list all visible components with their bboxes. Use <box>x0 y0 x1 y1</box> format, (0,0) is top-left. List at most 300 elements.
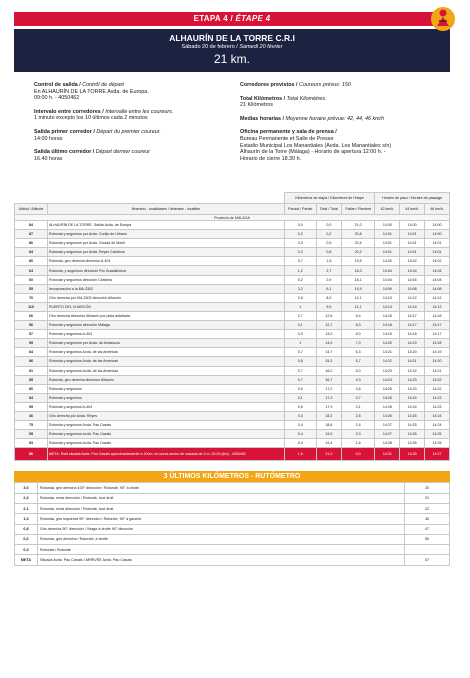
table-cell: 84 <box>15 248 48 257</box>
info-label-es: Salida último corredor / <box>34 149 96 156</box>
table-cell: 12,7 <box>316 321 341 330</box>
last-km-description: Giro derecha 90° dirección / Virage à droite 90° dirección <box>38 524 405 534</box>
table-cell: 0,3 <box>284 330 316 339</box>
table-cell: 19,4 <box>316 439 341 448</box>
table-cell: 0,3 <box>284 248 316 257</box>
table-row <box>15 421 450 430</box>
table-row <box>15 439 450 448</box>
info-label-es: Oficina permanente y sala de prensa / <box>240 129 337 136</box>
table-cell: 14:02 <box>400 257 425 266</box>
table-cell: 57 <box>15 330 48 339</box>
table-cell: 2,7 <box>316 266 341 275</box>
table-row <box>15 375 450 384</box>
table-cell: 14:22 <box>375 357 400 366</box>
table-cell: 3,7 <box>341 393 375 402</box>
table-cell: Giro derecha por MA-3302 dirección Alhaurín <box>48 293 285 302</box>
table-cell: 14:25 <box>375 384 400 393</box>
table-cell: 110 <box>15 302 48 311</box>
info-label-fr: Départ du premier coureur. <box>96 128 161 135</box>
table-cell: 59 <box>15 339 48 348</box>
col-itinerary: Itinerario - localidades / Itinéraire - localités <box>48 204 285 215</box>
col-speed-44: 44 km/h. <box>400 204 425 215</box>
last-km-distance: 0,8 <box>15 524 38 534</box>
table-cell: 14:17 <box>425 330 450 339</box>
table-cell: 18,1 <box>341 275 375 284</box>
table-spacer <box>15 193 285 204</box>
last-km-description: Rotonda, giro derecha 100° dirección / Rotonde, 90° à droite <box>38 483 405 493</box>
last-km-distance: 1,3 <box>15 514 38 524</box>
table-cell: Rotonda y seguimos dirección Cártama <box>48 275 285 284</box>
table-row <box>15 348 450 357</box>
table-cell: 0,1 <box>284 321 316 330</box>
table-cell: 14:26 <box>375 402 400 411</box>
info-label-fr: Coureurs prévus <box>299 82 339 88</box>
last-km-row <box>15 493 450 503</box>
table-cell: 2,0 <box>341 430 375 439</box>
info-label <box>34 109 240 116</box>
table-cell: Rotonda y seguimos por Avda. de Andalucía <box>48 339 285 348</box>
table-cell: 14:21 <box>425 366 450 375</box>
table-cell: 14:24 <box>425 421 450 430</box>
table-cell: Rotonda y seguimos A-404 <box>48 330 285 339</box>
table-cell: 46 <box>15 411 48 420</box>
table-cell: Rotonda y seguimos Avda. de las Américas <box>48 366 285 375</box>
stage-bar: ETAPA 4 / ÉTAPE 4 <box>14 12 450 26</box>
table-cell: 14:00 <box>375 221 400 230</box>
table-cell: 0,4 <box>284 439 316 448</box>
last-km-description: Rotonda, giro derecha / Rotonde, à droite <box>38 534 405 544</box>
table-cell: 14:26 <box>375 411 400 420</box>
table-cell: 12,6 <box>316 311 341 320</box>
table-cell: 0,0 <box>284 221 316 230</box>
last-km-value: 47 <box>405 524 450 534</box>
last-km-value: 50 <box>405 534 450 544</box>
table-cell: 14:18 <box>375 311 400 320</box>
table-cell: ALHAURÍN DE LA TORRE. Salida Avda. de Europa <box>48 221 285 230</box>
table-cell: 0,6 <box>284 402 316 411</box>
table-cell: 0,3 <box>284 239 316 248</box>
col-parcial: Parcial / Partiel <box>284 204 316 215</box>
table-cell: 14:01 <box>375 230 400 239</box>
table-cell: 91 <box>15 366 48 375</box>
info-label-es: Total Kilómetros / <box>240 95 287 102</box>
info-label-fr: Moyenne horaire prévue <box>285 115 344 122</box>
table-cell: 14:08 <box>400 284 425 293</box>
last-km-distance: 2,3 <box>15 493 38 503</box>
info-label <box>34 129 240 136</box>
info-block <box>240 116 446 123</box>
table-cell: 2,4 <box>341 421 375 430</box>
table-cell: 14:23 <box>400 384 425 393</box>
table-cell: 14:17 <box>425 321 450 330</box>
last-km-description: Rotonda, recta dirección / Rotonde, tout droit <box>38 493 405 503</box>
table-cell: 14:20 <box>400 348 425 357</box>
table-cell: 14:01 <box>425 248 450 257</box>
table-cell: Rotonda y seguimos A-404 <box>48 402 285 411</box>
info-block <box>240 82 446 89</box>
cyclist-logo-icon <box>430 6 456 32</box>
table-cell: 0,6 <box>284 357 316 366</box>
table-row <box>15 230 450 239</box>
table-cell: 14:14 <box>375 302 400 311</box>
table-cell: 5,0 <box>341 366 375 375</box>
info-left <box>34 82 240 192</box>
info-label-fr: Intervalle entre les coureurs. <box>105 108 174 115</box>
info-line: Estadio Municipal Los Manantiales (Avda. Los Manantiales s/n) <box>240 142 392 149</box>
table-cell: 0,3 <box>284 411 316 420</box>
table-cell: 18,2 <box>316 411 341 420</box>
col-speed-46: 46 km/h. <box>425 204 450 215</box>
table-row <box>15 402 450 411</box>
table-cell: 12,1 <box>341 293 375 302</box>
table-cell: 14:22 <box>425 375 450 384</box>
table-cell: 9,9 <box>316 302 341 311</box>
table-cell: Rotonda y seguimos Avda. de las Américas <box>48 357 285 366</box>
col-speed-42: 42 km/h. <box>375 204 400 215</box>
table-cell: 2,8 <box>284 293 316 302</box>
last-km-row <box>15 524 450 534</box>
table-cell: 14:27 <box>375 421 400 430</box>
info-block <box>34 82 240 102</box>
last-km-distance: META <box>15 555 38 565</box>
table-cell: 80 <box>15 257 48 266</box>
table-cell: 60 <box>15 275 48 284</box>
info-value: : 42, 44, 46 km/h <box>343 115 385 122</box>
table-row <box>15 357 450 366</box>
table-cell: 14:23 <box>400 375 425 384</box>
table-cell: 14:00 <box>400 221 425 230</box>
last-km-distance: 3,0 <box>15 483 38 493</box>
table-cell: 16,7 <box>316 375 341 384</box>
table-cell: 14:22 <box>400 366 425 375</box>
table-cell: 14:26 <box>400 439 425 448</box>
table-cell: 20,8 <box>341 230 375 239</box>
table-row <box>15 221 450 230</box>
table-row <box>15 311 450 320</box>
table-cell: 14:28 <box>375 439 400 448</box>
info-label-fr: Départ dernier coureur <box>95 149 150 156</box>
table-cell: 1,6 <box>284 448 316 461</box>
table-group-time: Horario de paso / Horaire de passage <box>375 193 450 204</box>
table-row <box>15 248 450 257</box>
info-label-es: Corredores previstos / <box>240 82 300 88</box>
table-cell: 15,3 <box>316 357 341 366</box>
table-cell: 20,2 <box>341 248 375 257</box>
table-cell: 1 <box>284 302 316 311</box>
info-line: Alhaurín de la Torre (Málaga) - Horario de apertura 12:00 h. - <box>240 149 386 156</box>
last-km-row <box>15 483 450 493</box>
table-cell: 14:02 <box>425 257 450 266</box>
info-block <box>34 149 240 162</box>
table-cell: 14:24 <box>425 411 450 420</box>
table-cell: 66 <box>15 311 48 320</box>
table-row <box>15 275 450 284</box>
last-km-section <box>14 471 450 565</box>
table-cell: 14:18 <box>375 321 400 330</box>
table-cell: 6,1 <box>316 284 341 293</box>
last-km-description: Rotonda, giro izquierda 90° dirección / Rotonde, 90° à gauche <box>38 514 405 524</box>
table-cell: 14:21 <box>375 348 400 357</box>
table-row <box>15 430 450 439</box>
table-cell: 14:23 <box>425 402 450 411</box>
info-block <box>34 109 240 122</box>
table-row <box>15 239 450 248</box>
table-cell: 56 <box>15 321 48 330</box>
table-cell: 14:25 <box>425 439 450 448</box>
table-cell: 14:19 <box>425 348 450 357</box>
table-cell: 14:25 <box>400 411 425 420</box>
last-km-distance: 2,1 <box>15 503 38 513</box>
table-cell: 17,9 <box>316 402 341 411</box>
table-cell: 11,1 <box>341 302 375 311</box>
table-row <box>15 330 450 339</box>
table-cell: 0,5 <box>284 384 316 393</box>
last-km-value: 57 <box>405 555 450 565</box>
table-cell: Rotonda y seguimos Avda. de las Américas <box>48 348 285 357</box>
stage-title: ALHAURÍN DE LA TORRE C.R.I <box>169 33 295 43</box>
last-km-value: 21 <box>405 493 450 503</box>
table-cell: 14:04 <box>400 266 425 275</box>
info-label-fr: Total Kilomètres. <box>286 95 327 102</box>
table-cell: Rotonda y seguimos Avda. Pau Casals <box>48 421 285 430</box>
table-cell: 64 <box>15 266 48 275</box>
table-cell: 14:09 <box>375 284 400 293</box>
table-cell: 0,0 <box>316 221 341 230</box>
table-cell: 1,2 <box>284 266 316 275</box>
table-cell: 14:23 <box>425 393 450 402</box>
table-cell: 14:01 <box>375 248 400 257</box>
info-label-es: Medias horarias / <box>240 115 286 122</box>
table-cell: 3,1 <box>341 402 375 411</box>
table-cell: 8,3 <box>341 321 375 330</box>
last-km-row <box>15 503 450 513</box>
table-cell: 14,7 <box>316 348 341 357</box>
table-cell: 13,0 <box>316 330 341 339</box>
table-cell: 14:19 <box>400 339 425 348</box>
table-cell: 8,4 <box>341 311 375 320</box>
info-label <box>34 82 240 89</box>
table-cell: 14:24 <box>400 402 425 411</box>
table-cell: Rotonda y seguimos por Avda. Cortijo de Urbano <box>48 230 285 239</box>
info-line: Horario de cierre 18.30 h. <box>240 155 302 162</box>
last-km-row <box>15 545 450 555</box>
table-cell: 21,0 <box>341 221 375 230</box>
table-cell: Rotonda, y seguimos dirección Río Guadalhorce <box>48 266 285 275</box>
table-cell: 21,0 <box>316 448 341 461</box>
table-cell: 14:25 <box>400 421 425 430</box>
table-cell: PUERTO DEL CHARCÓN <box>48 302 285 311</box>
table-row <box>15 257 450 266</box>
table-cell: 16,0 <box>316 366 341 375</box>
col-altitude: Altitud / Altitude <box>15 204 48 215</box>
col-total: Total / Total <box>316 204 341 215</box>
last-km-value: 20 <box>405 483 450 493</box>
table-cell: 14,0 <box>316 339 341 348</box>
table-cell: Rotonda y seguimos <box>48 393 285 402</box>
table-cell: Rotonda y seguimos Avda. Pau Casals <box>48 430 285 439</box>
table-cell: 17,2 <box>316 384 341 393</box>
info-label-es: Salida primer corredor / <box>34 128 97 135</box>
table-cell: 14:24 <box>400 393 425 402</box>
table-cell: 14:01 <box>400 239 425 248</box>
last-km-description: Rotonda / Rotonde <box>38 545 405 555</box>
table-cell: 1 <box>284 339 316 348</box>
table-cell: 4,3 <box>341 375 375 384</box>
info-label-fr: Contrôl de départ <box>82 82 124 88</box>
province-row: Provincia de MÁLAGA <box>15 215 450 221</box>
table-cell: 14:19 <box>375 330 400 339</box>
table-cell: 17,3 <box>316 393 341 402</box>
table-cell: 20,5 <box>341 239 375 248</box>
table-cell: 95 <box>15 430 48 439</box>
table-row <box>15 293 450 302</box>
info-label <box>240 96 446 103</box>
table-cell: 19,0 <box>316 430 341 439</box>
info-line: 1 minuto excepto los 10 últimos cada 2 minutos <box>34 115 148 122</box>
table-cell: 84 <box>15 221 48 230</box>
table-cell: 86 <box>15 448 48 461</box>
table-cell: 18,6 <box>316 421 341 430</box>
last-km-row <box>15 534 450 544</box>
stage-header <box>14 29 450 72</box>
table-cell: 14:01 <box>400 248 425 257</box>
table-cell: 14,9 <box>341 284 375 293</box>
table-cell: Rotonda y seguimos <box>48 384 285 393</box>
stage-info <box>14 72 450 192</box>
table-row <box>15 284 450 293</box>
table-cell: Rotonda, giro derecha dirección Alhaurín <box>48 375 285 384</box>
table-row <box>15 384 450 393</box>
table-cell: 0,2 <box>316 230 341 239</box>
col-faltan: Faltan / Restent <box>341 204 375 215</box>
table-cell: 55 <box>15 402 48 411</box>
table-cell: Rotonda y seguimos por Avda. Reyes Católicos <box>48 248 285 257</box>
table-cell: 14:17 <box>400 321 425 330</box>
table-cell: 0,8 <box>316 248 341 257</box>
table-cell: 14:12 <box>425 293 450 302</box>
table-cell: 14:23 <box>375 366 400 375</box>
table-cell: 14:01 <box>400 230 425 239</box>
table-cell: 0,7 <box>284 366 316 375</box>
info-line: Bureau Permanente et Salle de Presse <box>240 135 334 142</box>
table-row <box>15 411 450 420</box>
table-cell: 14:01 <box>375 239 400 248</box>
table-cell: 14:00 <box>425 230 450 239</box>
table-cell: 14:04 <box>375 275 400 284</box>
info-label <box>240 116 446 123</box>
info-block <box>34 129 240 142</box>
table-cell: 0,0 <box>341 448 375 461</box>
table-cell: 14:08 <box>425 284 450 293</box>
table-row <box>15 339 450 348</box>
table-cell: 14:24 <box>375 375 400 384</box>
table-cell: 14:17 <box>400 311 425 320</box>
table-cell: 18,3 <box>341 266 375 275</box>
table-cell: 14:27 <box>425 448 450 461</box>
table-cell: 14:04 <box>425 266 450 275</box>
table-cell: Rotonda y seguimos dirección Málaga <box>48 321 285 330</box>
finish-row <box>15 448 450 461</box>
table-cell: 14:26 <box>400 430 425 439</box>
table-row <box>15 321 450 330</box>
table-cell: 2,8 <box>341 411 375 420</box>
info-label <box>34 149 240 156</box>
table-row <box>15 266 450 275</box>
last-km-description: Situada Avda. Pau Casals / ARRIVÉE Avda. Pau Casals <box>38 555 405 565</box>
table-group-km: Kilómetros de etapa / Kilomètres de l'étape <box>284 193 375 204</box>
table-cell: 14:16 <box>425 311 450 320</box>
table-cell: 86 <box>15 357 48 366</box>
table-cell: Rotonda y seguimos por Avda. Ciudad de Motril <box>48 239 285 248</box>
table-cell: 3,8 <box>341 384 375 393</box>
table-row <box>15 393 450 402</box>
table-cell: 14:02 <box>375 257 400 266</box>
table-cell: 2,7 <box>284 311 316 320</box>
table-cell: 14:22 <box>425 384 450 393</box>
last-km-value: 22 <box>405 503 450 513</box>
table-cell: 0,2 <box>284 275 316 284</box>
info-label <box>240 82 446 89</box>
table-cell: 14:12 <box>400 293 425 302</box>
table-cell: 5,7 <box>341 357 375 366</box>
table-cell: 14:13 <box>425 302 450 311</box>
last-km-distance: 0,6 <box>15 534 38 544</box>
stage-date: Sábado 20 de febrero / Samedi 20 février <box>181 44 283 50</box>
table-cell: 14:20 <box>375 339 400 348</box>
table-cell: 87 <box>15 230 48 239</box>
info-block <box>240 96 446 109</box>
table-cell: 0,5 <box>316 239 341 248</box>
table-cell: 93 <box>15 439 48 448</box>
table-cell: Incorporación a la MA-3302 <box>48 284 285 293</box>
table-cell: 14:18 <box>400 330 425 339</box>
table-cell: Giro derecha por Avda. Reyes <box>48 411 285 420</box>
info-label-es: Control de salida / <box>34 82 83 88</box>
table-cell: 14:25 <box>375 393 400 402</box>
info-value: : 150 <box>338 82 351 88</box>
table-cell: 84 <box>15 393 48 402</box>
info-line: 14:00 horas <box>34 135 63 142</box>
roadbook-page <box>14 12 450 566</box>
table-cell: 14:00 <box>425 221 450 230</box>
table-cell: 14:04 <box>400 275 425 284</box>
table-cell: 7,0 <box>341 339 375 348</box>
table-cell: 14:18 <box>425 339 450 348</box>
info-line: 16.40 horas <box>34 155 63 162</box>
info-line: En ALHAURÍN DE LA TORRE Avda. de Europa. <box>34 88 149 95</box>
table-cell: Rotonda, giro derecha dirección A-404 <box>48 257 285 266</box>
info-block <box>240 129 446 162</box>
table-cell: Giro derecha dirección Alhaurín por pista asfaltada <box>48 311 285 320</box>
last-km-description: Rotonda, recta dirección / Rotonde, tout droit <box>38 503 405 513</box>
info-label <box>240 129 446 136</box>
table-cell: META. Está situada Avda. Pau Casals aproximadamente a 100m. en curva ancho de calzada de 4 m. 20.00 (km) - 4050462 <box>48 448 285 461</box>
table-cell: 0,2 <box>284 230 316 239</box>
table-cell: 14:21 <box>400 357 425 366</box>
table-cell: 0,1 <box>284 393 316 402</box>
info-line: 09:00 h. - 4050462 <box>34 95 80 102</box>
table-cell: 14:13 <box>375 293 400 302</box>
table-cell: 70 <box>15 293 48 302</box>
table-cell: 2,9 <box>316 275 341 284</box>
info-label-es: Intervalo entre corredores / <box>34 108 106 115</box>
table-cell: 14:14 <box>400 302 425 311</box>
table-cell: 1,6 <box>341 439 375 448</box>
last-km-row <box>15 555 450 565</box>
info-right <box>240 82 446 192</box>
last-km-title: 3 ÚLTIMOS KILÓMETROS - RUTÓMETRO <box>14 471 450 482</box>
last-km-distance: 0,3 <box>15 545 38 555</box>
